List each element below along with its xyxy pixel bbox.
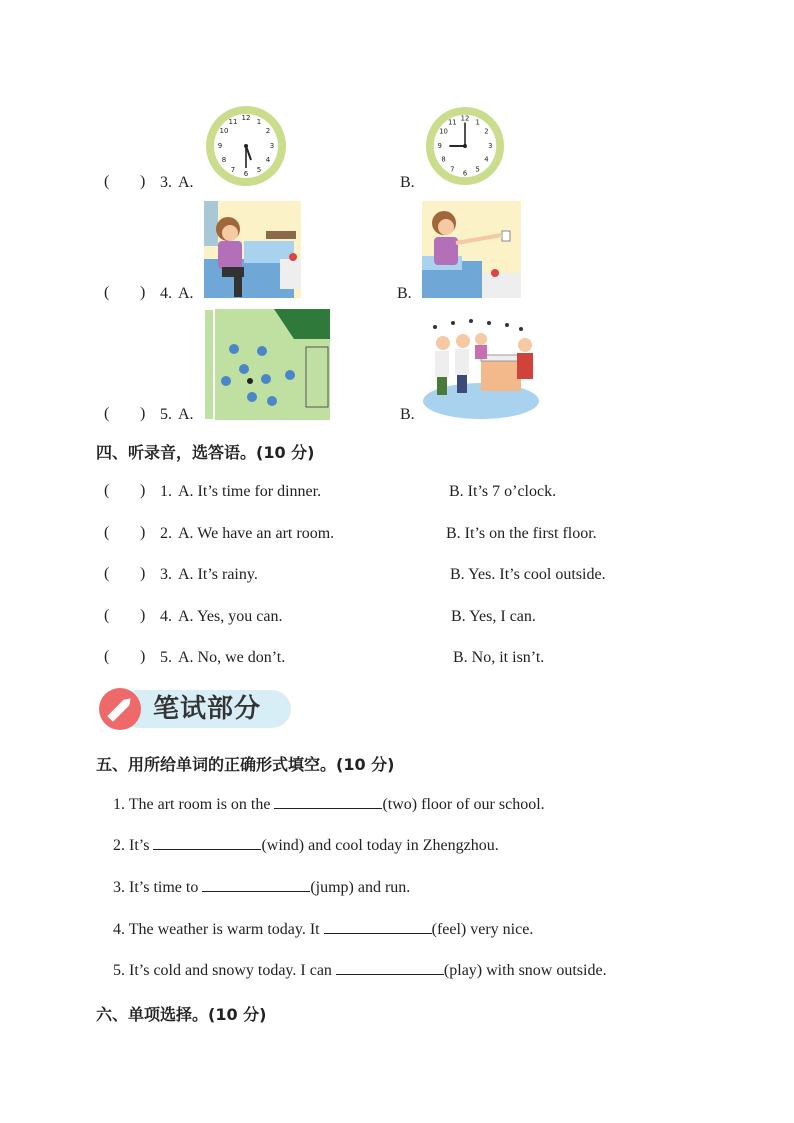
option-a-label: A. <box>178 406 194 423</box>
item-text-before: The weather is warm today. It <box>128 921 320 938</box>
item-text-after: (feel) very nice. <box>431 921 534 938</box>
woman-sitting-on-bed-picture <box>204 201 301 298</box>
item-number: 1. <box>113 796 125 813</box>
option-a-label: A. <box>178 174 194 191</box>
clock-number: 4 <box>265 156 271 164</box>
option-a: A. We have an art room. <box>178 525 335 542</box>
answer-blank[interactable] <box>324 919 432 934</box>
item-number: 4. <box>113 921 125 938</box>
option-b: B. Yes. It’s cool outside. <box>450 566 606 583</box>
answer-paren-close: ) <box>140 405 146 422</box>
question-number: 4. <box>160 285 172 302</box>
clock-number: 10 <box>219 127 229 135</box>
item-text-before: It’s time to <box>129 879 199 896</box>
clock-number: 11 <box>447 118 457 127</box>
answer-paren-close: ) <box>140 524 146 541</box>
answer-paren-open: ( <box>104 405 110 422</box>
answer-paren-open: ( <box>104 482 110 499</box>
fill-blank-item <box>113 919 533 940</box>
question-number: 4. <box>160 608 172 625</box>
clock-number: 12 <box>460 114 470 123</box>
item-text-before: It’s cold and snowy today. I can <box>129 962 332 979</box>
answer-blank[interactable] <box>274 794 382 809</box>
clock-number: 10 <box>439 127 448 136</box>
question-number: 3. <box>160 566 172 583</box>
woman-turning-on-light-picture <box>422 201 521 298</box>
written-section-banner <box>99 688 291 730</box>
section-four-title: 四、听录音，选答语。(10 分) <box>96 443 315 462</box>
answer-paren-open: ( <box>104 607 110 624</box>
answer-paren-open: ( <box>104 284 110 301</box>
question-number: 3. <box>160 174 172 191</box>
clock-number: 9 <box>437 141 442 150</box>
item-text-before: It’s <box>129 837 150 854</box>
answer-paren-close: ) <box>140 173 146 190</box>
option-a: A. Yes, you can. <box>178 608 283 625</box>
option-b: B. Yes, I can. <box>451 608 536 625</box>
option-b-label: B. <box>400 174 415 191</box>
clock-number: 7 <box>230 166 236 174</box>
kids-singing-at-piano-picture <box>423 309 540 420</box>
option-b: B. It’s 7 o’clock. <box>449 483 557 500</box>
item-number: 3. <box>113 879 125 896</box>
section-six-title: 六、单项选择。(10 分) <box>96 1005 267 1024</box>
item-text-after: (two) floor of our school. <box>382 796 545 813</box>
clock-number: 12 <box>241 114 251 122</box>
option-a: A. It’s rainy. <box>178 566 258 583</box>
clock-number: 8 <box>221 156 227 164</box>
clock-number: 11 <box>228 118 238 126</box>
item-number: 2. <box>113 837 125 854</box>
kids-playing-football-picture <box>204 309 330 420</box>
answer-paren-close: ) <box>140 648 146 665</box>
clock-number: 1 <box>256 118 262 126</box>
answer-blank[interactable] <box>153 835 261 850</box>
clock-number: 9 <box>217 142 223 150</box>
clock-number: 4 <box>484 155 489 164</box>
fill-blank-item <box>113 794 545 815</box>
option-b-label: B. <box>397 285 412 302</box>
clock-number: 7 <box>450 165 455 174</box>
item-text-after: (play) with snow outside. <box>443 962 607 979</box>
answer-blank[interactable] <box>202 877 310 892</box>
question-number: 2. <box>160 525 172 542</box>
clock-number: 6 <box>243 170 249 178</box>
item-number: 5. <box>113 962 125 979</box>
banner-label: 笔试部分 <box>153 694 262 724</box>
question-number: 5. <box>160 406 172 423</box>
answer-paren-open: ( <box>104 565 110 582</box>
clock-nine-oclock-picture <box>424 105 506 187</box>
fill-blank-item <box>113 877 410 898</box>
clock-number: 5 <box>256 166 262 174</box>
clock-number: 8 <box>441 155 446 164</box>
answer-paren-open: ( <box>104 648 110 665</box>
fill-blank-item <box>113 835 499 856</box>
item-text-before: The art room is on the <box>128 796 271 813</box>
clock-six-thirty-picture <box>204 104 288 188</box>
option-b-label: B. <box>400 406 415 423</box>
clock-number: 2 <box>484 127 489 136</box>
item-text-after: (wind) and cool today in Zhengzhou. <box>261 837 499 854</box>
clock-number: 2 <box>265 127 271 135</box>
clock-number: 6 <box>462 169 468 178</box>
answer-paren-open: ( <box>104 173 110 190</box>
fill-blank-item <box>113 960 607 981</box>
answer-paren-close: ) <box>140 482 146 499</box>
clock-number: 3 <box>488 141 493 150</box>
answer-paren-close: ) <box>140 565 146 582</box>
option-b: B. It’s on the first floor. <box>446 525 597 542</box>
option-a: A. It’s time for dinner. <box>178 483 322 500</box>
item-text-after: (jump) and run. <box>310 879 411 896</box>
option-b: B. No, it isn’t. <box>453 649 545 666</box>
clock-number: 1 <box>475 118 480 127</box>
question-number: 1. <box>160 483 172 500</box>
clock-number: 5 <box>475 165 480 174</box>
option-a: A. No, we don’t. <box>178 649 286 666</box>
answer-paren-open: ( <box>104 524 110 541</box>
section-five-title: 五、用所给单词的正确形式填空。(10 分) <box>96 755 395 774</box>
pencil-icon <box>99 688 141 730</box>
answer-paren-close: ) <box>140 607 146 624</box>
question-number: 5. <box>160 649 172 666</box>
clock-number: 3 <box>269 142 275 150</box>
answer-blank[interactable] <box>336 960 444 975</box>
option-a-label: A. <box>178 285 194 302</box>
answer-paren-close: ) <box>140 284 146 301</box>
